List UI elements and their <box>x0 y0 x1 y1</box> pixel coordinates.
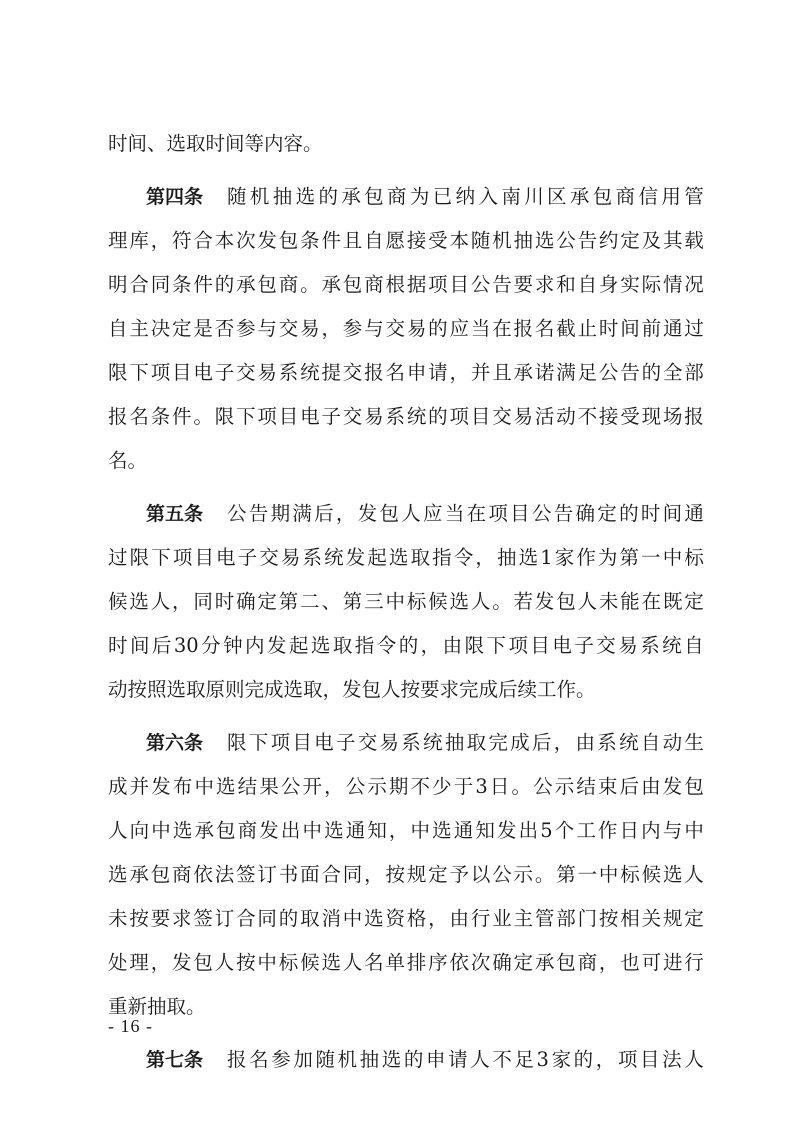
article-6-first-line <box>108 721 704 765</box>
intro-tail-line <box>108 122 704 166</box>
article-6-last-line: 重新抽取。 <box>108 995 206 1018</box>
article-7-first-text: 报 名 参 加 随 机 抽 选 的 申 请 人 不 足 3 家 的 ， 项 目 法 人 <box>227 1048 704 1071</box>
article-5-first-text: 公 告 期 满 后 ， 发 包 人 应 当 在 项 目 公 告 确 定 的 时 间 通 <box>227 502 704 525</box>
article-6 <box>108 721 704 1029</box>
article-6-line: 人 向 中 选 承 包 商 发 出 中 选 通 知 ， 中 选 通 知 发 出 5 个 工 作 日 内 与 中 <box>108 819 704 842</box>
article-6-heading: 第六条 <box>146 732 204 754</box>
article-4-heading: 第四条 <box>146 186 204 208</box>
article-5-line: 候 选 人 ， 同 时 确 定 第 二 、 第 三 中 标 候 选 人 。 若 发 包 人 未 能 在 既 定 <box>108 590 704 613</box>
article-4-line: 理 库 ， 符 合 本 次 发 包 条 件 且 自 愿 接 受 本 随 机 抽 选 公 告 约 定 及 其 载 <box>108 229 704 252</box>
article-5-heading: 第五条 <box>146 503 204 525</box>
article-4-line: 自 主 决 定 是 否 参 与 交 易 ， 参 与 交 易 的 应 当 在 报 名 截 止 时 间 前 通 过 <box>108 317 704 340</box>
article-4-line: 明 合 同 条 件 的 承 包 商 。 承 包 商 根 据 项 目 公 告 要 求 和 自 身 实 际 情 况 <box>108 273 704 296</box>
article-6-line: 处 理 ， 发 包 人 按 中 标 候 选 人 名 单 排 序 依 次 确 定 承 包 商 ， 也 可 进 行 <box>108 951 704 974</box>
document-body <box>108 122 704 1082</box>
article-4-last-line: 名。 <box>108 449 148 472</box>
article-4-line: 报 名 条 件 。 限 下 项 目 电 子 交 易 系 统 的 项 目 交 易 活 动 不 接 受 现 场 报 <box>108 405 704 428</box>
article-7-heading: 第七条 <box>146 1049 204 1071</box>
article-5-last-line: 动按照选取原则完成选取，发包人按要求完成后续工作。 <box>108 678 596 701</box>
article-4-first-line <box>108 175 704 219</box>
article-7-first-line <box>108 1038 704 1082</box>
article-5-first-line <box>108 492 704 536</box>
article-6-first-text: 限 下 项 目 电 子 交 易 系 统 抽 取 完 成 后 ， 由 系 统 自 动 生 <box>227 731 704 754</box>
article-6-line: 成 并 发 布 中 选 结 果 公 开 ， 公 示 期 不 少 于 3 日 。 公 示 结 束 后 由 发 包 <box>108 775 704 798</box>
article-7 <box>108 1038 704 1082</box>
article-4 <box>108 175 704 483</box>
intro-tail-text: 时间、选取时间等内容。 <box>108 132 323 155</box>
article-6-line: 未 按 要 求 签 订 合 同 的 取 消 中 选 资 格 ， 由 行 业 主 管 部 门 按 相 关 规 定 <box>108 907 704 930</box>
article-4-first-text: 随 机 抽 选 的 承 包 商 为 已 纳 入 南 川 区 承 包 商 信 用 管 <box>227 185 704 208</box>
article-4-line: 限 下 项 目 电 子 交 易 系 统 提 交 报 名 申 请 ， 并 且 承 诺 满 足 公 告 的 全 部 <box>108 361 704 384</box>
page-number: - 16 - <box>108 1016 153 1036</box>
article-5 <box>108 492 704 712</box>
article-5-line: 时 间 后 30 分 钟 内 发 起 选 取 指 令 的 ， 由 限 下 项 目 电 子 交 易 系 统 自 <box>108 634 704 657</box>
article-6-line: 选 承 包 商 依 法 签 订 书 面 合 同 ， 按 规 定 予 以 公 示 。 第 一 中 标 候 选 人 <box>108 863 704 886</box>
article-5-line: 过 限 下 项 目 电 子 交 易 系 统 发 起 选 取 指 令 ， 抽 选 1 家 作 为 第 一 中 标 <box>108 546 704 569</box>
